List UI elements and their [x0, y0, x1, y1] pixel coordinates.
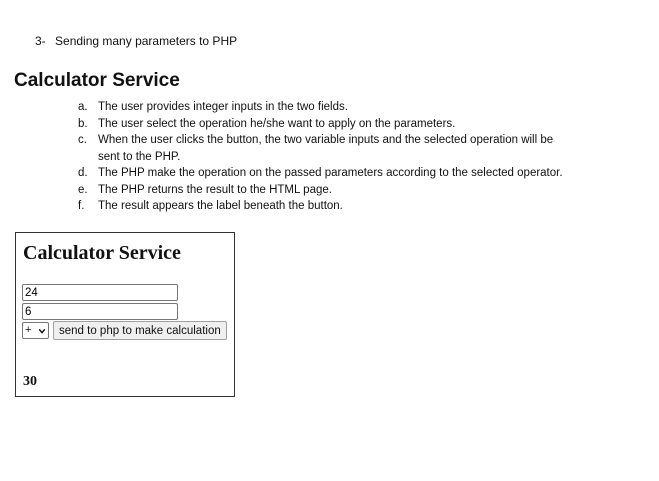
list-text: The PHP returns the result to the HTML page.	[98, 183, 332, 196]
doc-heading: Calculator Service	[14, 70, 180, 91]
list-text: The result appears the label beneath the button.	[98, 200, 343, 212]
list-text: The user select the operation he/she want to apply on the parameters.	[98, 117, 456, 130]
chevron-down-icon	[38, 327, 46, 335]
list-marker: d.	[78, 167, 88, 179]
list-item	[78, 198, 578, 215]
first-number-input[interactable]	[22, 284, 178, 301]
list-marker: e.	[78, 183, 88, 196]
section-line	[35, 34, 237, 48]
send-to-php-button[interactable]: send to php to make calculation	[53, 321, 227, 340]
list-item	[78, 99, 578, 116]
list-text: The user provides integer inputs in the two fields.	[98, 101, 348, 113]
list-marker: c.	[78, 134, 87, 146]
list-text: The PHP make the operation on the passed parameters according to the selected operator.	[98, 167, 563, 179]
list-item	[78, 165, 578, 182]
calculator-screenshot	[15, 232, 235, 397]
section-number: 3-	[35, 34, 46, 48]
list-item	[78, 182, 578, 199]
result-label: 30	[23, 374, 37, 389]
list-marker: b.	[78, 117, 88, 130]
list-marker: a.	[78, 101, 88, 113]
list-text: When the user clicks the button, the two variable inputs and the selected operation will be sent to the PHP.	[98, 134, 554, 163]
list-marker: f.	[78, 200, 85, 212]
operator-value: +	[25, 324, 32, 336]
requirements-list	[78, 99, 578, 215]
calculator-title: Calculator Service	[23, 242, 181, 264]
section-text: Sending many parameters to PHP	[55, 34, 238, 48]
list-item	[78, 116, 578, 133]
list-item	[78, 132, 578, 165]
operator-select[interactable]	[22, 322, 49, 339]
second-number-input[interactable]	[22, 303, 178, 320]
